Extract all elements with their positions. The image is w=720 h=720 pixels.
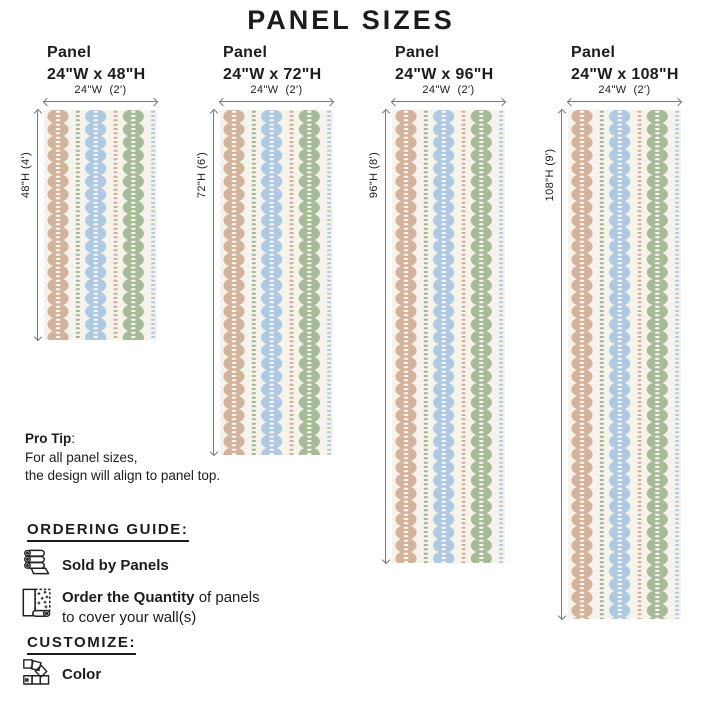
panel-1-width-dimension xyxy=(44,84,157,108)
panel-2-size-label: 24"W x 72"H xyxy=(223,65,322,83)
panel-3-width-dimension-label: 24"W (2') xyxy=(422,84,475,96)
panel-4-header xyxy=(571,42,679,85)
page-title: PANEL SIZES xyxy=(247,5,455,35)
pro-tip-heading: Pro Tip xyxy=(25,431,72,446)
panel-4-width-dimension xyxy=(568,84,681,108)
color-swatches-icon xyxy=(21,657,51,687)
sold-by-panels-label: Sold by Panels xyxy=(62,557,169,574)
panel-2-width-dimension xyxy=(220,84,333,108)
panel-3-height-dimension-label: 96"H (8') xyxy=(368,151,380,199)
panel-3-width-arrow xyxy=(392,101,505,102)
ordering-guide-heading: ORDERING GUIDE: xyxy=(27,521,189,542)
panel-1-size-label: 24"W x 48"H xyxy=(47,65,146,83)
panel-1-width-arrow xyxy=(44,101,157,102)
pro-tip-line-1: For all panel sizes, xyxy=(25,449,138,465)
wall-panel-quantity-icon xyxy=(20,586,54,622)
panel-4-label: Panel xyxy=(571,44,616,61)
panel-3-height-arrow xyxy=(385,110,386,563)
panel-1-height-arrow xyxy=(37,110,38,340)
panel-4-wallpaper-preview xyxy=(568,110,681,619)
panel-3-header xyxy=(395,42,494,85)
panel-2-wallpaper-preview xyxy=(220,110,333,455)
panel-1-wallpaper-preview xyxy=(44,110,157,340)
customize-heading: CUSTOMIZE: xyxy=(27,634,136,655)
panel-1-height-dimension-label: 48"H (4') xyxy=(20,151,32,199)
order-quantity-label: Order the Quantity of panels to cover your wall(s) xyxy=(62,589,260,626)
panel-2-width-arrow xyxy=(220,101,333,102)
panel-2-label: Panel xyxy=(223,44,268,61)
order-quantity-line-2: to cover your wall(s) xyxy=(62,608,197,626)
panel-4-height-arrow xyxy=(561,110,562,619)
panel-2-header xyxy=(223,42,322,85)
panel-4-height-dimension-label: 108"H (9') xyxy=(544,148,556,202)
panel-1-label: Panel xyxy=(47,44,92,61)
panel-3-label: Panel xyxy=(395,44,440,61)
panel-4-size-label: 24"W x 108"H xyxy=(571,65,679,83)
panel-4-width-dimension-label: 24"W (2') xyxy=(598,84,651,96)
pro-tip-line-2: the design will align to panel top. xyxy=(25,468,221,483)
pro-tip: Pro Tip: For all panel sizes, the design will align to panel top. xyxy=(25,430,220,486)
panel-4-width-arrow xyxy=(568,101,681,102)
color-label: Color xyxy=(62,666,102,683)
panel-1-header xyxy=(47,42,146,85)
panel-3-width-dimension xyxy=(392,84,505,108)
panel-2-height-dimension-label: 72"H (6') xyxy=(196,151,208,199)
panel-3-size-label: 24"W x 96"H xyxy=(395,65,494,83)
panel-3-wallpaper-preview xyxy=(392,110,505,563)
panel-rolls-icon xyxy=(21,546,52,578)
panel-1-width-dimension-label: 24"W (2') xyxy=(74,84,127,96)
panel-2-width-dimension-label: 24"W (2') xyxy=(250,84,303,96)
panel-2-height-arrow xyxy=(213,110,214,455)
